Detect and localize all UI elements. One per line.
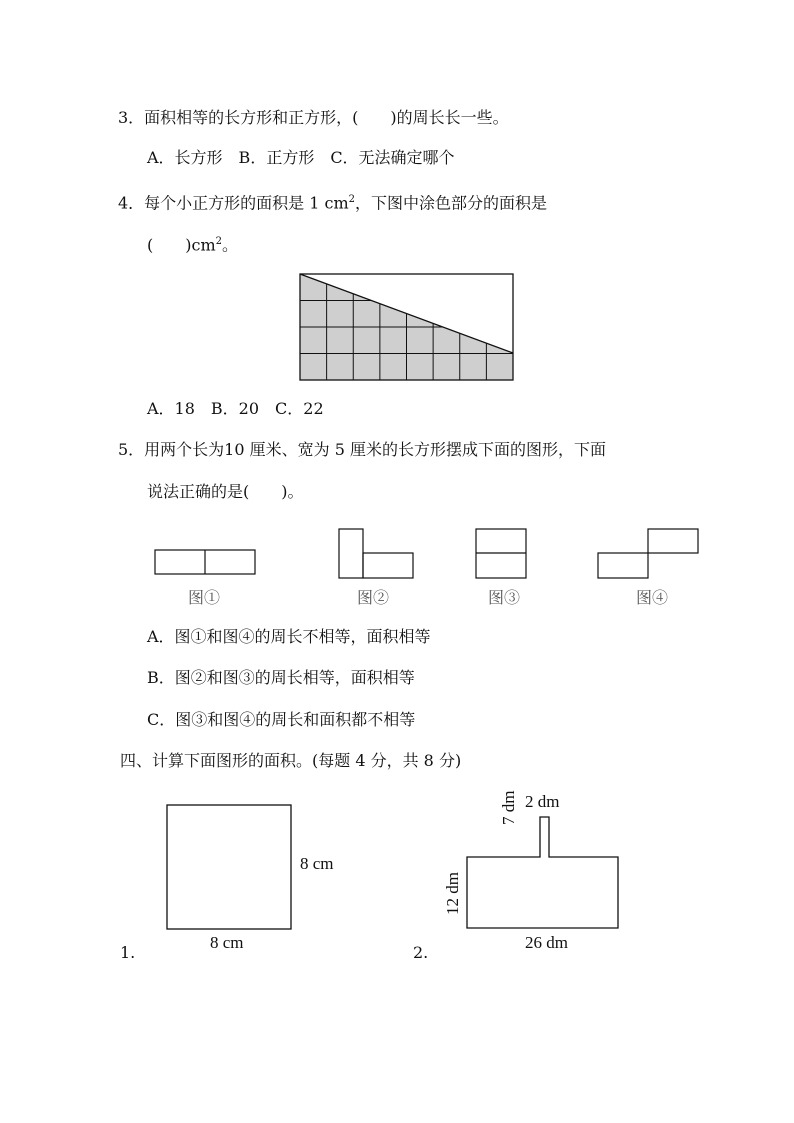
q5-fig-label-4: 图④	[636, 588, 669, 607]
q5-option-c: C．图③和图④的周长和面积都不相等	[147, 710, 416, 729]
q5-figure-2	[339, 529, 413, 578]
square-8cm	[167, 805, 291, 929]
q3-stem: 3．面积相等的长方形和正方形，( )的周长长一些。	[118, 108, 509, 127]
q4-blank-tail: 。	[222, 235, 239, 255]
q4-stem-text: 4．每个小正方形的面积是 1 cm	[118, 193, 349, 213]
q5-option-a: A．图①和图④的周长不相等，面积相等	[147, 627, 431, 646]
q5-fig-label-2: 图②	[357, 588, 390, 607]
q5-figure-1	[155, 550, 255, 574]
q4-blank-sup: 2	[215, 236, 222, 247]
q5-figure-4	[598, 529, 698, 578]
q5-stem-line2: 说法正确的是( )。	[147, 482, 304, 501]
q5-fig-label-3: 图③	[488, 588, 521, 607]
p1-bottom-label: 8 cm	[210, 933, 244, 952]
q5-fig-label-1: 图①	[188, 588, 221, 607]
p2-stem-label: 7 dm	[499, 790, 518, 825]
q4-grid-figure	[300, 274, 513, 380]
q5-figure-3	[476, 529, 526, 578]
q5-stem-line1: 5．用两个长为10 厘米、宽为 5 厘米的长方形摆成下面的图形，下面	[118, 440, 606, 459]
q4-stem-tail: ，下图中涂色部分的面积是	[355, 193, 548, 213]
q5-option-b: B．图②和图③的周长相等，面积相等	[147, 668, 415, 687]
q3-options: A．长方形 B．正方形 C．无法确定哪个	[147, 148, 455, 167]
p2-side-label: 12 dm	[443, 872, 462, 915]
q4-blank-text: ( )cm	[147, 235, 216, 255]
p1-number: 1.	[120, 943, 136, 962]
t-shape-figure	[467, 817, 618, 928]
p2-number: 2.	[413, 943, 429, 962]
section4-heading: 四、计算下面图形的面积。(每题 4 分，共 8 分)	[120, 751, 462, 770]
q4-options: A．18 B．20 C．22	[147, 399, 324, 418]
p2-bottom-label: 26 dm	[525, 933, 568, 952]
p1-right-label: 8 cm	[300, 854, 334, 873]
p2-top-label: 2 dm	[525, 792, 560, 811]
q4-stem-sup: 2	[348, 194, 356, 205]
